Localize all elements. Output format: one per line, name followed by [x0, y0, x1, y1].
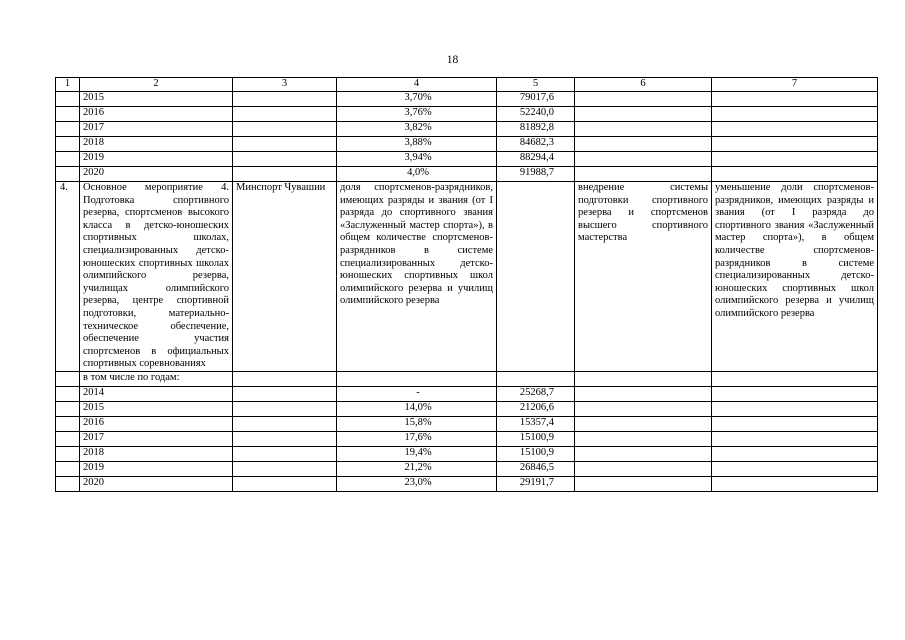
empty-cell — [575, 446, 712, 461]
empty-cell — [712, 446, 878, 461]
column-number: 4 — [337, 78, 497, 92]
percent-cell: 3,94% — [337, 152, 497, 167]
amount-cell: 81892,8 — [497, 122, 575, 137]
measure-consequence: уменьшение доли спортсменов-разрядников, имеющих разряды и звания (от I разряда до спортивного звания «Заслуженный мастер спорта»), в общем количестве спортсменов-разрядников в системе специализированных детско-юношеских спортивных школ олимпийского резерва и училищ олимпийского резерва — [712, 182, 878, 372]
empty-cell — [56, 137, 80, 152]
empty-cell — [56, 122, 80, 137]
empty-cell — [56, 107, 80, 122]
empty-cell — [233, 416, 337, 431]
year-cell: 2020 — [80, 476, 233, 491]
empty-cell — [233, 107, 337, 122]
amount-cell: 15100,9 — [497, 446, 575, 461]
empty-cell — [56, 386, 80, 401]
amount-cell: 21206,6 — [497, 401, 575, 416]
empty-cell — [233, 137, 337, 152]
year-row — [56, 167, 878, 182]
empty-cell — [56, 476, 80, 491]
empty-cell — [233, 122, 337, 137]
year-row — [56, 107, 878, 122]
amount-cell: 91988,7 — [497, 167, 575, 182]
column-number: 2 — [80, 78, 233, 92]
empty-cell — [575, 461, 712, 476]
empty-cell — [56, 446, 80, 461]
measure-result: внедрение системы подготовки спортивного резерва и спортсменов высшего спортивного мастерства — [575, 182, 712, 372]
empty-cell — [575, 107, 712, 122]
empty-cell — [56, 461, 80, 476]
empty-cell — [712, 152, 878, 167]
empty-cell — [56, 371, 80, 386]
percent-cell: 3,70% — [337, 92, 497, 107]
column-number: 7 — [712, 78, 878, 92]
empty-cell — [233, 431, 337, 446]
column-number: 3 — [233, 78, 337, 92]
empty-cell — [575, 476, 712, 491]
empty-cell — [56, 431, 80, 446]
empty-cell — [233, 152, 337, 167]
year-row — [56, 152, 878, 167]
empty-cell — [712, 401, 878, 416]
empty-cell — [56, 152, 80, 167]
year-cell: 2015 — [80, 92, 233, 107]
program-table — [55, 77, 878, 492]
measure-name: Основное мероприятие 4. Подготовка спортивного резерва, спортсменов высокого класса в детско-юношеских спортивных школах, специализированных детско-юношеских спортивных школах олимпийского резерва, училищах олимпийского резерва, центре спортивной подготовки, материально-техническое обеспечение, обеспечение участия спортсменов в официальных спортивных соревнованиях — [80, 182, 233, 372]
percent-cell: - — [337, 386, 497, 401]
column-number: 6 — [575, 78, 712, 92]
amount-cell: 15357,4 — [497, 416, 575, 431]
by-years-row — [56, 371, 878, 386]
column-number-row — [56, 78, 878, 92]
percent-cell: 3,76% — [337, 107, 497, 122]
year-cell: 2016 — [80, 107, 233, 122]
year-row — [56, 386, 878, 401]
empty-cell — [712, 386, 878, 401]
year-cell: 2019 — [80, 461, 233, 476]
amount-cell: 15100,9 — [497, 431, 575, 446]
year-cell: 2017 — [80, 431, 233, 446]
year-cell: 2015 — [80, 401, 233, 416]
empty-cell — [712, 476, 878, 491]
year-cell: 2017 — [80, 122, 233, 137]
amount-cell: 29191,7 — [497, 476, 575, 491]
empty-cell — [233, 386, 337, 401]
year-cell: 2018 — [80, 137, 233, 152]
empty-cell — [575, 152, 712, 167]
percent-cell: 19,4% — [337, 446, 497, 461]
column-number: 5 — [497, 78, 575, 92]
empty-cell — [575, 137, 712, 152]
empty-cell — [712, 416, 878, 431]
empty-cell — [233, 401, 337, 416]
empty-cell — [712, 431, 878, 446]
empty-cell — [712, 461, 878, 476]
year-row — [56, 401, 878, 416]
amount-cell: 79017,6 — [497, 92, 575, 107]
empty-cell — [56, 401, 80, 416]
percent-cell: 3,82% — [337, 122, 497, 137]
by-years-label: в том числе по годам: — [80, 371, 233, 386]
empty-cell — [233, 92, 337, 107]
empty-cell — [575, 401, 712, 416]
amount-cell: 25268,7 — [497, 386, 575, 401]
amount-cell: 84682,3 — [497, 137, 575, 152]
empty-cell — [575, 386, 712, 401]
measure-executor: Минспорт Чувашии — [233, 182, 337, 372]
year-row — [56, 137, 878, 152]
amount-cell: 88294,4 — [497, 152, 575, 167]
empty-cell — [233, 461, 337, 476]
year-row — [56, 431, 878, 446]
empty-cell — [712, 92, 878, 107]
year-row — [56, 92, 878, 107]
empty-cell — [712, 107, 878, 122]
empty-cell — [575, 431, 712, 446]
percent-cell: 15,8% — [337, 416, 497, 431]
year-row — [56, 476, 878, 491]
empty-cell — [575, 122, 712, 137]
measure-number: 4. — [56, 182, 80, 372]
year-cell: 2020 — [80, 167, 233, 182]
percent-cell: 23,0% — [337, 476, 497, 491]
empty-cell — [712, 122, 878, 137]
year-row — [56, 446, 878, 461]
empty-cell — [233, 476, 337, 491]
measure-row — [56, 182, 878, 372]
empty-cell — [712, 167, 878, 182]
year-cell: 2016 — [80, 416, 233, 431]
year-row — [56, 461, 878, 476]
empty-cell — [233, 446, 337, 461]
percent-cell: 4,0% — [337, 167, 497, 182]
empty-cell — [575, 416, 712, 431]
year-cell: 2014 — [80, 386, 233, 401]
measure-indicator: доля спортсменов-разрядников, имеющих разряды и звания (от I разряда до спортивного звания «Заслуженный мастер спорта»), в общем количестве спортсменов-разрядников в системе специализированных детско-юношеских спортивных школ олимпийского резерва и училищ олимпийского резерва — [337, 182, 497, 372]
empty-cell — [56, 92, 80, 107]
year-cell: 2019 — [80, 152, 233, 167]
empty-cell — [337, 371, 497, 386]
empty-cell — [56, 167, 80, 182]
empty-cell — [497, 182, 575, 372]
empty-cell — [575, 371, 712, 386]
empty-cell — [233, 167, 337, 182]
amount-cell: 52240,0 — [497, 107, 575, 122]
empty-cell — [712, 137, 878, 152]
percent-cell: 3,88% — [337, 137, 497, 152]
percent-cell: 21,2% — [337, 461, 497, 476]
percent-cell: 14,0% — [337, 401, 497, 416]
page-number: 18 — [446, 54, 459, 66]
percent-cell: 17,6% — [337, 431, 497, 446]
empty-cell — [575, 92, 712, 107]
amount-cell: 26846,5 — [497, 461, 575, 476]
year-row — [56, 122, 878, 137]
empty-cell — [575, 167, 712, 182]
empty-cell — [497, 371, 575, 386]
empty-cell — [56, 416, 80, 431]
column-number: 1 — [56, 78, 80, 92]
year-cell: 2018 — [80, 446, 233, 461]
empty-cell — [233, 371, 337, 386]
empty-cell — [712, 371, 878, 386]
year-row — [56, 416, 878, 431]
